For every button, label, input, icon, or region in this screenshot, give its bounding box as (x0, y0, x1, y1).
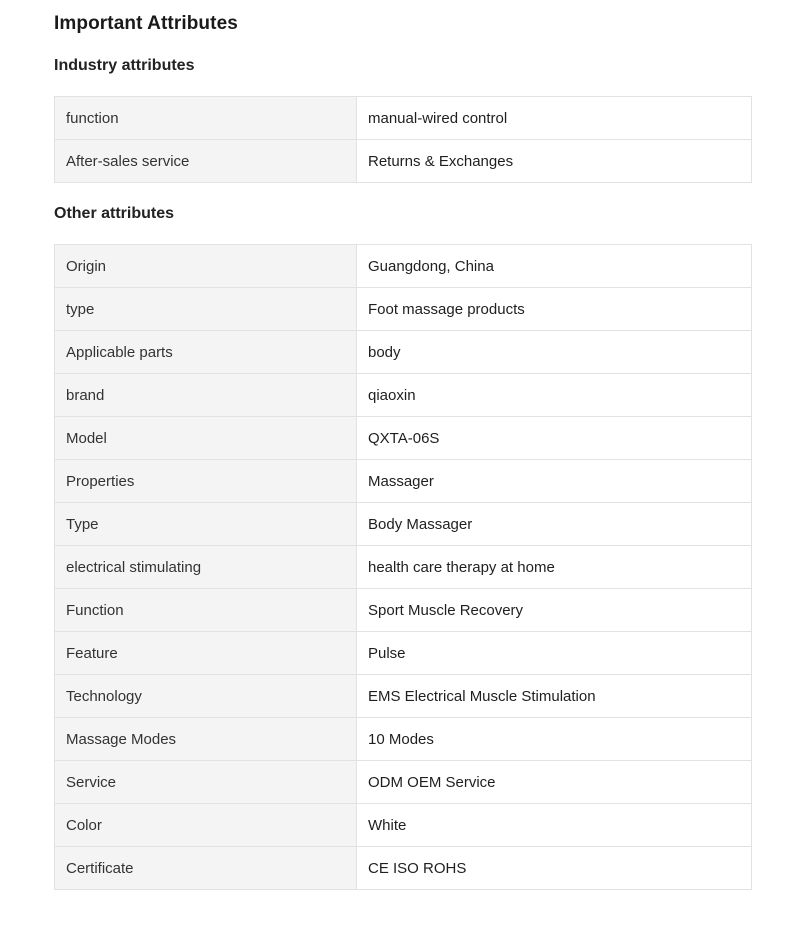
attribute-key: electrical stimulating (55, 546, 357, 589)
attribute-key: Model (55, 417, 357, 460)
attribute-key: Function (55, 589, 357, 632)
attribute-key: Origin (55, 245, 357, 288)
attribute-key: brand (55, 374, 357, 417)
table-row (55, 503, 752, 546)
attribute-value: Pulse (357, 632, 752, 675)
table-row (55, 718, 752, 761)
attribute-value: 10 Modes (357, 718, 752, 761)
attribute-key: Applicable parts (55, 331, 357, 374)
table-row (55, 847, 752, 890)
attribute-key: Type (55, 503, 357, 546)
attribute-key: Certificate (55, 847, 357, 890)
attribute-value: Sport Muscle Recovery (357, 589, 752, 632)
table-row (55, 417, 752, 460)
attribute-value: Returns & Exchanges (357, 140, 752, 183)
table-row (55, 331, 752, 374)
attribute-key: Massage Modes (55, 718, 357, 761)
table-row (55, 97, 752, 140)
attribute-value: Guangdong, China (357, 245, 752, 288)
attribute-value: ODM OEM Service (357, 761, 752, 804)
attribute-value: Body Massager (357, 503, 752, 546)
attribute-key: Service (55, 761, 357, 804)
table-row (55, 675, 752, 718)
table-row (55, 804, 752, 847)
attribute-key: function (55, 97, 357, 140)
attribute-key: Properties (55, 460, 357, 503)
other-attributes-heading: Other attributes (54, 205, 175, 222)
attribute-value: EMS Electrical Muscle Stimulation (357, 675, 752, 718)
table-row (55, 245, 752, 288)
attribute-key: Technology (55, 675, 357, 718)
attribute-value: QXTA-06S (357, 417, 752, 460)
table-row (55, 460, 752, 503)
attribute-value: Massager (357, 460, 752, 503)
attribute-value: qiaoxin (357, 374, 752, 417)
attribute-value: White (357, 804, 752, 847)
attribute-key: Feature (55, 632, 357, 675)
attribute-value: manual-wired control (357, 97, 752, 140)
attribute-value: Foot massage products (357, 288, 752, 331)
other-attributes-table (54, 244, 752, 890)
table-row (55, 632, 752, 675)
attribute-key: After-sales service (55, 140, 357, 183)
industry-attributes-table (54, 96, 752, 183)
table-row (55, 140, 752, 183)
attribute-value: CE ISO ROHS (357, 847, 752, 890)
attribute-key: type (55, 288, 357, 331)
industry-attributes-heading: Industry attributes (54, 57, 195, 74)
page-title: Important Attributes (54, 13, 238, 34)
attribute-value: body (357, 331, 752, 374)
table-row (55, 288, 752, 331)
table-row (55, 589, 752, 632)
attribute-key: Color (55, 804, 357, 847)
table-row (55, 546, 752, 589)
table-row (55, 761, 752, 804)
attribute-value: health care therapy at home (357, 546, 752, 589)
table-row (55, 374, 752, 417)
